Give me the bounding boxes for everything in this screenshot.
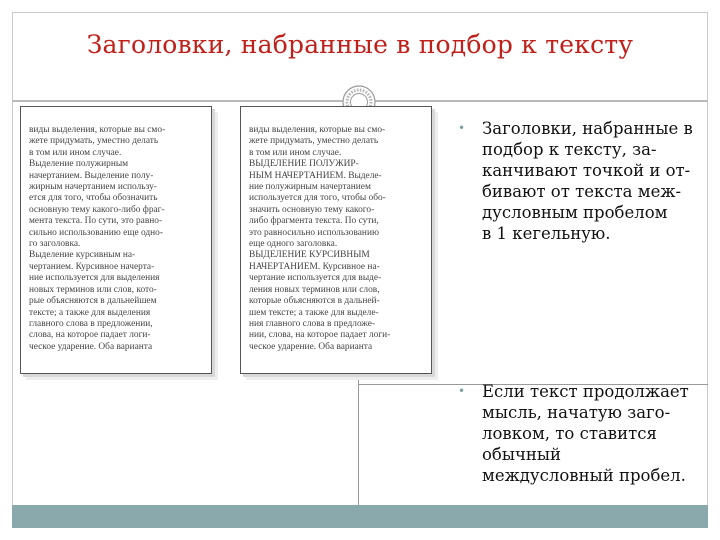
slide-title: Заголовки, набранные в подбор к тексту — [86, 30, 634, 59]
bullet-2-line: Если текст продолжает — [482, 382, 689, 401]
book-page-right-line: НЫМ НАЧЕРТАНИЕМ. Выделе- — [249, 170, 382, 181]
book-page-left-line: ческое ударение. Оба варианта — [29, 341, 153, 352]
bullet-2-line: обычный — [482, 445, 562, 464]
bullet-1-line: бивают от текста меж- — [482, 182, 682, 201]
book-page-left-line: главного слова в предложении, — [29, 318, 153, 329]
bullet-1-line: подбор к тексту, за- — [482, 140, 657, 159]
book-page-right-line: либо фрагмента текста. По сути, — [249, 216, 379, 227]
book-page-right-line: ние полужирным начертанием — [249, 182, 371, 193]
bullet-item-2 — [458, 381, 698, 486]
bullet-2-line: ловком, то ставится — [482, 424, 657, 443]
book-page-left-line: основную тему какого-либо фраг- — [29, 204, 165, 215]
bottom-accent-bar — [12, 505, 708, 528]
book-page-left-text — [29, 125, 203, 353]
book-page-left-line: тексте; а также для выделения — [29, 307, 151, 318]
book-page-right-line: еще одного заголовка. — [249, 239, 338, 250]
book-page-right-line: ческое ударение. Оба варианта — [249, 341, 373, 352]
bullet-item-2-text — [482, 381, 698, 486]
book-page-right-line: чертание используется для выде- — [249, 273, 382, 284]
bullet-2-line: междусловный пробел. — [482, 466, 686, 485]
book-page-left-line: в том или ином случае. — [29, 147, 122, 158]
bullet-1-line: Заголовки, набранные в — [482, 119, 693, 138]
book-page-left-line: слова, на которое падает логи- — [29, 330, 151, 341]
book-page-left-line: ется для того, чтобы обозначить — [29, 193, 158, 204]
book-page-left-line: жирным начертанием использу- — [29, 182, 157, 193]
bullet-item-1 — [458, 118, 698, 244]
book-page-left-line: начертанием. Выделение полу- — [29, 170, 154, 181]
book-page-left-line: жете придумать, уместно делать — [29, 136, 159, 147]
book-page-right-line: которые объясняются в дальней- — [249, 296, 380, 307]
book-page-left-line: го заголовка. — [29, 239, 81, 250]
book-page-left-line: рые объясняются в дальнейшем — [29, 296, 157, 307]
bullet-item-1-text — [482, 118, 698, 244]
book-page-left-line: сильно использованию еще одно- — [29, 227, 163, 238]
book-page-right-line: ВЫДЕЛЕНИЕ ПОЛУЖИР- — [249, 159, 359, 170]
book-page-right-line: ВЫДЕЛЕНИЕ КУРСИВНЫМ — [249, 250, 370, 261]
book-page-right-line: виды выделения, которые вы смо- — [249, 125, 386, 135]
book-page-right-line: ления новых терминов или слов, — [249, 284, 380, 295]
bullet-1-line: канчивают точкой и от- — [482, 161, 691, 180]
book-page-right-line: жете придумать, уместно делать — [249, 136, 379, 147]
book-page-left-line: новых терминов или слов, кото- — [29, 284, 157, 295]
bullet-2-line: мысль, начатую заго- — [482, 403, 671, 422]
book-page-right-line: НАЧЕРТАНИЕМ. Курсивное на- — [249, 261, 380, 272]
book-page-left — [20, 106, 212, 374]
bullet-1-line: дусловным пробелом — [482, 203, 668, 222]
book-page-left-line: чертанием. Курсивное начерта- — [29, 261, 155, 272]
book-page-right-line: шем тексте; а также для выделе- — [249, 307, 379, 318]
book-page-left-line: виды выделения, которые вы смо- — [29, 125, 166, 135]
bullet-icon: • — [458, 384, 466, 398]
book-page-right-line: значить основную тему какого- — [249, 204, 375, 215]
bullet-icon: • — [458, 121, 466, 135]
book-page-left-line: Выделение полужирным — [29, 159, 129, 170]
book-page-right-line: в том или ином случае. — [249, 147, 342, 158]
book-page-left-line: Выделение курсивным на- — [29, 250, 136, 261]
book-page-right-line: ния главного слова в предложе- — [249, 318, 376, 329]
book-page-left-line: ние используется для выделения — [29, 273, 160, 284]
book-page-right-line: нии, слова, на которое падает логи- — [249, 330, 391, 341]
book-page-left-line: мента текста. По сути, это равно- — [29, 216, 163, 227]
book-page-right-line: используется для того, чтобы обо- — [249, 193, 386, 204]
book-page-right-line: это равносильно использованию — [249, 227, 379, 238]
bullet-1-line: в 1 кегельную. — [482, 224, 611, 243]
book-page-right-text — [249, 125, 423, 353]
book-page-right — [240, 106, 432, 374]
